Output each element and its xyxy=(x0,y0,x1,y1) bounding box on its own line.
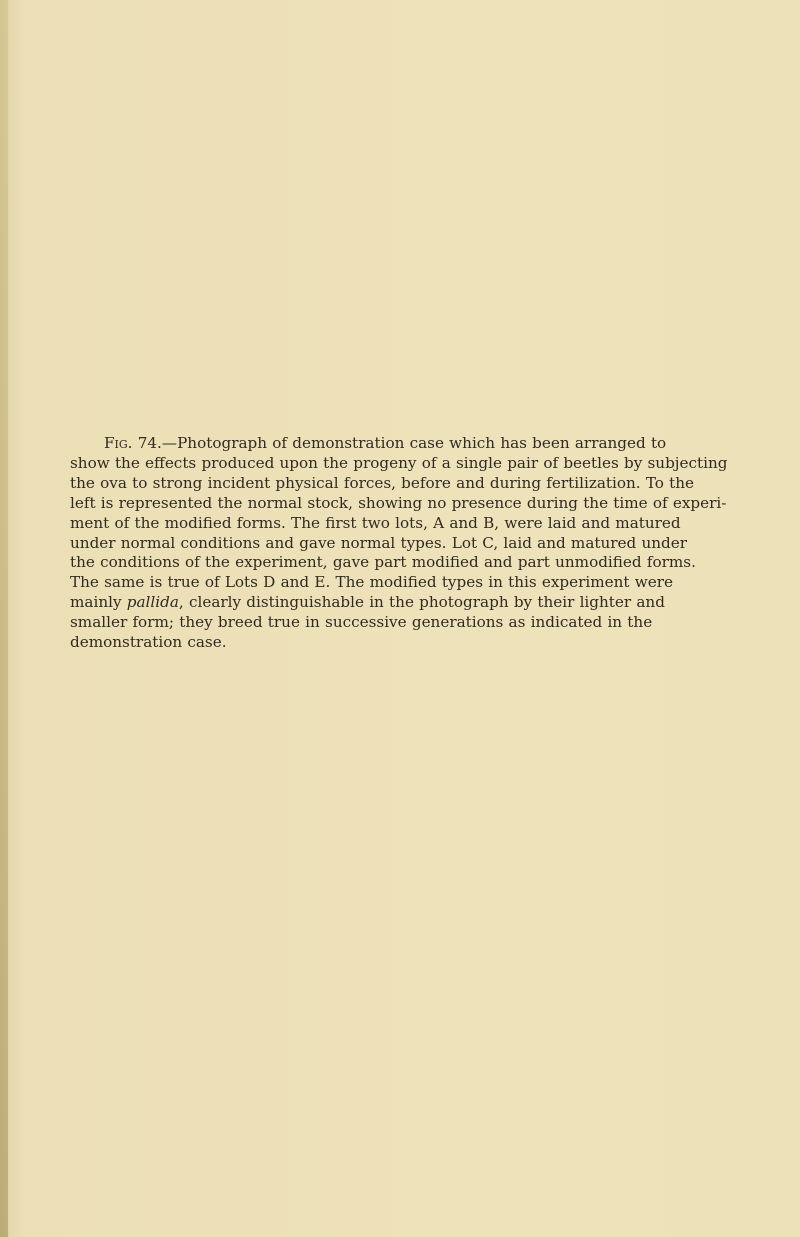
caption-line-9: mainly pallida, clearly distinguishable in the photograph by their lighter and xyxy=(70,593,665,612)
figure-caption xyxy=(70,434,728,653)
caption-line-3: the ova to strong incident physical forces, before and during fertilization. To the xyxy=(70,473,695,492)
caption-line-7: the conditions of the experiment, gave part modified and part unmodified forms. xyxy=(70,553,696,572)
caption-line-11: demonstration case. xyxy=(70,633,227,652)
caption-line-8: The same is true of Lots D and E. The modified types in this experiment were xyxy=(70,573,673,592)
caption-line-4: left is represented the normal stock, showing no presence during the time of experi- xyxy=(70,493,727,512)
page-binding-edge xyxy=(0,0,8,1237)
caption-line-6: under normal conditions and gave normal types. Lot C, laid and matured under xyxy=(70,533,688,552)
caption-line-5: ment of the modified forms. The first two lots, A and B, were laid and matured xyxy=(70,513,681,532)
figure-label: Fig. 74. xyxy=(104,434,162,452)
species-name: pallida xyxy=(126,593,179,612)
caption-line-2: show the effects produced upon the progeny of a single pair of beetles by subjecting xyxy=(70,453,728,472)
caption-line-1: Fig. 74.—Photograph of demonstration case which has been arranged to xyxy=(104,434,667,452)
caption-line-10: smaller form; they breed true in successive generations as indicated in the xyxy=(70,613,653,632)
